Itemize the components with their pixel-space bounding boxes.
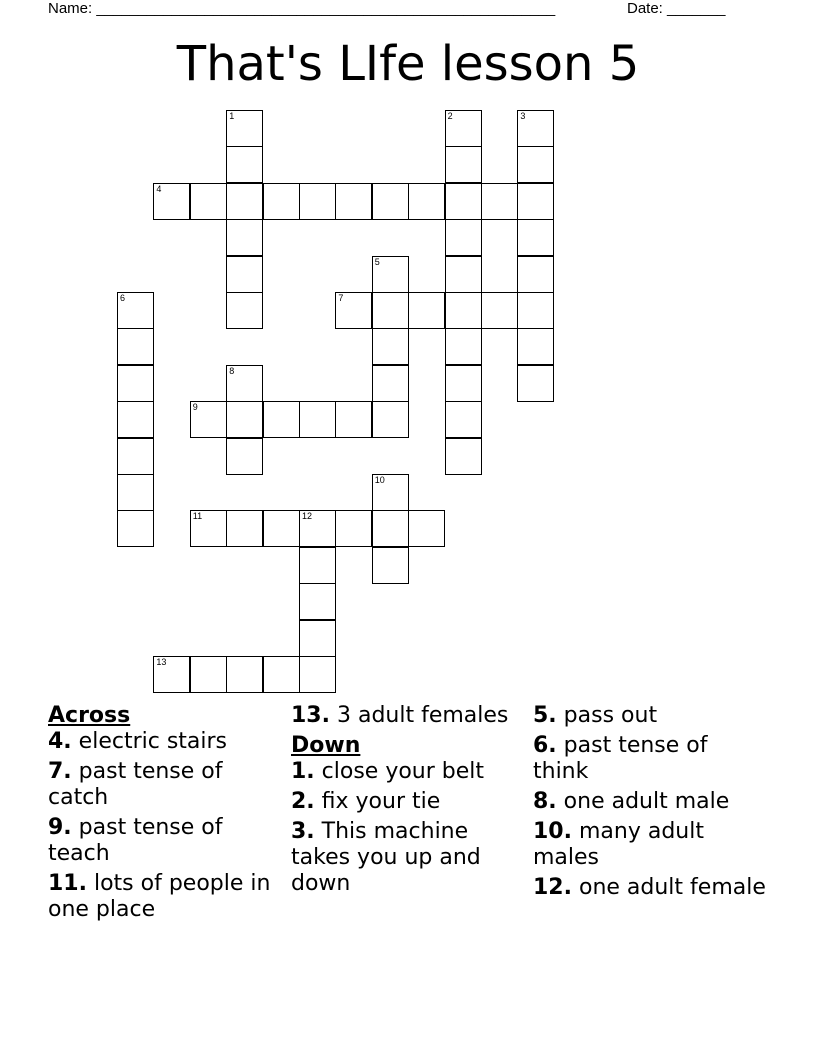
clue-text: electric stairs [78, 729, 228, 754]
cell-number: 11 [192, 511, 203, 522]
grid-cell[interactable] [226, 219, 263, 256]
cell-number: 3 [520, 111, 526, 121]
grid-cell[interactable] [335, 292, 372, 329]
cell-number: 13 [156, 657, 167, 667]
grid-cell[interactable] [226, 183, 263, 220]
clue-number: 1. [291, 759, 315, 784]
grid-cell[interactable] [263, 401, 300, 438]
grid-cell[interactable] [190, 183, 227, 220]
grid-cell[interactable] [335, 183, 372, 220]
clue-column-2 [291, 703, 526, 901]
grid-cell[interactable] [190, 656, 227, 693]
clue-number: 8. [533, 789, 557, 814]
name-field-label: Name: _______________________________________________________ [48, 0, 556, 17]
grid-cell[interactable] [445, 365, 482, 402]
grid-cell[interactable] [517, 292, 554, 329]
clue-text: one adult female [578, 875, 766, 900]
grid-cell[interactable] [372, 256, 409, 293]
clue-item [291, 703, 526, 729]
clue-item [533, 733, 768, 785]
grid-cell[interactable] [299, 656, 336, 693]
clue-heading-down: Down [291, 733, 361, 758]
grid-cell[interactable] [372, 510, 409, 547]
grid-cell[interactable] [190, 401, 227, 438]
clue-item [48, 759, 283, 811]
grid-cell[interactable] [226, 365, 263, 402]
grid-cell[interactable] [335, 510, 372, 547]
grid-cell[interactable] [263, 656, 300, 693]
page-title: That's LIfe lesson 5 [176, 36, 640, 92]
grid-cell[interactable] [299, 510, 336, 547]
clue-item [291, 759, 526, 785]
clue-item [533, 819, 768, 871]
grid-cell[interactable] [481, 292, 518, 329]
clue-item [533, 875, 768, 901]
grid-cell[interactable] [372, 474, 409, 511]
grid-cell[interactable] [226, 510, 263, 547]
clue-item [533, 789, 768, 815]
grid-cell[interactable] [517, 183, 554, 220]
cell-number: 9 [192, 402, 198, 413]
clue-number: 4. [48, 729, 72, 754]
clue-number: 3. [291, 819, 315, 844]
clue-text: 3 adult females [336, 703, 509, 728]
cell-number: 4 [156, 183, 162, 194]
grid-cell[interactable] [299, 547, 336, 584]
grid-cell[interactable] [372, 183, 409, 220]
clue-item [291, 789, 526, 815]
grid-cell[interactable] [117, 401, 154, 438]
grid-cell[interactable] [445, 146, 482, 183]
cell-number: 8 [229, 365, 235, 376]
clue-number: 7. [48, 759, 72, 784]
grid-cell[interactable] [372, 401, 409, 438]
clue-number: 10. [533, 819, 572, 844]
clue-item [48, 729, 283, 755]
grid-cell[interactable] [445, 110, 482, 147]
grid-cell[interactable] [226, 401, 263, 438]
clue-item [48, 815, 283, 867]
clue-number: 9. [48, 815, 72, 840]
grid-cell[interactable] [445, 219, 482, 256]
grid-cell[interactable] [299, 401, 336, 438]
clue-text: This machine takes you up and down [291, 819, 481, 896]
grid-cell[interactable] [153, 656, 190, 693]
grid-cell[interactable] [517, 110, 554, 147]
clue-number: 6. [533, 733, 557, 758]
grid-cell[interactable] [299, 183, 336, 220]
grid-cell[interactable] [335, 401, 372, 438]
clue-item [291, 819, 526, 897]
cell-number: 7 [338, 293, 344, 303]
grid-cell[interactable] [226, 292, 263, 329]
grid-cell[interactable] [263, 183, 300, 220]
clue-text: pass out [563, 703, 658, 728]
grid-cell[interactable] [117, 438, 154, 475]
grid-cell[interactable] [445, 438, 482, 475]
grid-cell[interactable] [372, 547, 409, 584]
cell-number: 5 [374, 256, 380, 267]
grid-cell[interactable] [408, 183, 445, 220]
clue-number: 5. [533, 703, 557, 728]
cell-number: 1 [229, 111, 235, 121]
cell-number: 6 [120, 293, 126, 303]
grid-cell[interactable] [263, 510, 300, 547]
grid-cell[interactable] [226, 438, 263, 475]
clue-text: past tense of catch [48, 759, 223, 810]
clue-text: one adult male [563, 789, 730, 814]
grid-cell[interactable] [299, 620, 336, 657]
clue-column-3 [533, 703, 768, 905]
grid-cell[interactable] [226, 656, 263, 693]
grid-cell[interactable] [517, 219, 554, 256]
clue-text: past tense of teach [48, 815, 223, 866]
grid-cell[interactable] [517, 328, 554, 365]
cell-number: 10 [374, 475, 385, 485]
date-field-label: Date: _______ [627, 0, 726, 17]
clue-text: lots of people in one place [48, 871, 271, 922]
clue-number: 13. [291, 703, 330, 728]
grid-cell[interactable] [517, 365, 554, 402]
cell-number: 2 [447, 111, 453, 121]
grid-cell[interactable] [408, 292, 445, 329]
clue-heading-across: Across [48, 703, 131, 728]
cell-number: 12 [302, 511, 313, 522]
grid-cell[interactable] [517, 146, 554, 183]
grid-cell[interactable] [117, 510, 154, 547]
clue-text: close your belt [321, 759, 485, 784]
grid-cell[interactable] [117, 328, 154, 365]
grid-cell[interactable] [372, 328, 409, 365]
grid-cell[interactable] [372, 292, 409, 329]
grid-cell[interactable] [299, 583, 336, 620]
grid-cell[interactable] [153, 183, 190, 220]
grid-cell[interactable] [445, 183, 482, 220]
clue-column-1 [48, 703, 283, 927]
grid-cell[interactable] [481, 183, 518, 220]
grid-cell[interactable] [190, 510, 227, 547]
clue-text: fix your tie [321, 789, 441, 814]
grid-cell[interactable] [117, 474, 154, 511]
grid-cell[interactable] [445, 292, 482, 329]
clue-number: 11. [48, 871, 87, 896]
grid-cell[interactable] [117, 292, 154, 329]
grid-cell[interactable] [372, 365, 409, 402]
clue-number: 12. [533, 875, 572, 900]
clue-text: past tense of think [533, 733, 708, 784]
grid-cell[interactable] [226, 110, 263, 147]
grid-cell[interactable] [445, 256, 482, 293]
grid-cell[interactable] [226, 146, 263, 183]
clue-item [48, 871, 283, 923]
grid-cell[interactable] [226, 256, 263, 293]
grid-cell[interactable] [517, 256, 554, 293]
grid-cell[interactable] [408, 510, 445, 547]
grid-cell[interactable] [117, 365, 154, 402]
grid-cell[interactable] [445, 401, 482, 438]
grid-cell[interactable] [445, 328, 482, 365]
clue-item [533, 703, 768, 729]
clue-text: many adult males [533, 819, 704, 870]
clue-number: 2. [291, 789, 315, 814]
